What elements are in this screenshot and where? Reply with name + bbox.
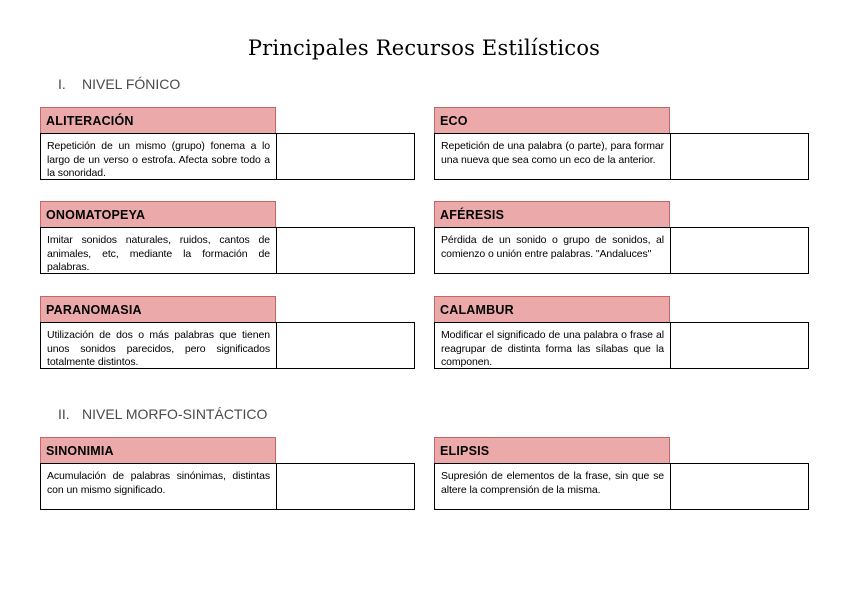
answer-box[interactable] (276, 322, 415, 369)
card-definition: Acumulación de palabras sinónimas, distintas con un mismo significado. (40, 463, 276, 510)
card-definition: Modificar el significado de una palabra o frase al reagrupar de distinta forma las sílabas que la componen. (434, 322, 670, 369)
card-term: CALAMBUR (434, 296, 670, 322)
section-label: NIVEL MORFO-SINTÁCTICO (82, 406, 268, 422)
card-definition: Pérdida de un sonido o grupo de sonidos, al comienzo o unión entre palabras. "Andaluces" (434, 227, 670, 274)
answer-box[interactable] (276, 227, 415, 274)
section-label: NIVEL FÓNICO (82, 76, 181, 92)
card-sinonimia (40, 437, 415, 541)
card-term: AFÉRESIS (434, 201, 670, 227)
section-number: II. (58, 406, 70, 422)
section-heading-nivel-morfosintactico (58, 406, 267, 422)
answer-box[interactable] (670, 133, 809, 180)
page-title: Principales Recursos Estilísticos (247, 36, 601, 60)
card-eco (434, 107, 809, 211)
card-paranomasia (40, 296, 415, 400)
section-heading-nivel-fonico (58, 76, 180, 92)
card-term: ECO (434, 107, 670, 133)
card-calambur (434, 296, 809, 400)
card-term: SINONIMIA (40, 437, 276, 463)
answer-box[interactable] (276, 133, 415, 180)
answer-box[interactable] (276, 463, 415, 510)
card-definition: Utilización de dos o más palabras que tienen unos sonidos parecidos, pero significados totalmente distintos. (40, 322, 276, 369)
card-aliteracion (40, 107, 415, 211)
card-onomatopeya (40, 201, 415, 305)
card-term: ALITERACIÓN (40, 107, 276, 133)
card-definition: Repetición de un mismo (grupo) fonema a lo largo de un verso o estrofa. Afecta sobre todo a la sonoridad. (40, 133, 276, 180)
answer-box[interactable] (670, 322, 809, 369)
answer-box[interactable] (670, 227, 809, 274)
card-term: ONOMATOPEYA (40, 201, 276, 227)
answer-box[interactable] (670, 463, 809, 510)
card-definition: Supresión de elementos de la frase, sin que se altere la comprensión de la misma. (434, 463, 670, 510)
card-definition: Imitar sonidos naturales, ruidos, cantos de animales, etc, mediante la formación de palabras. (40, 227, 276, 274)
section-number: I. (58, 76, 66, 92)
card-term: ELIPSIS (434, 437, 670, 463)
card-elipsis (434, 437, 809, 541)
card-definition: Repetición de una palabra (o parte), para formar una nueva que sea como un eco de la anterior. (434, 133, 670, 180)
card-aferesis (434, 201, 809, 305)
card-term: PARANOMASIA (40, 296, 276, 322)
